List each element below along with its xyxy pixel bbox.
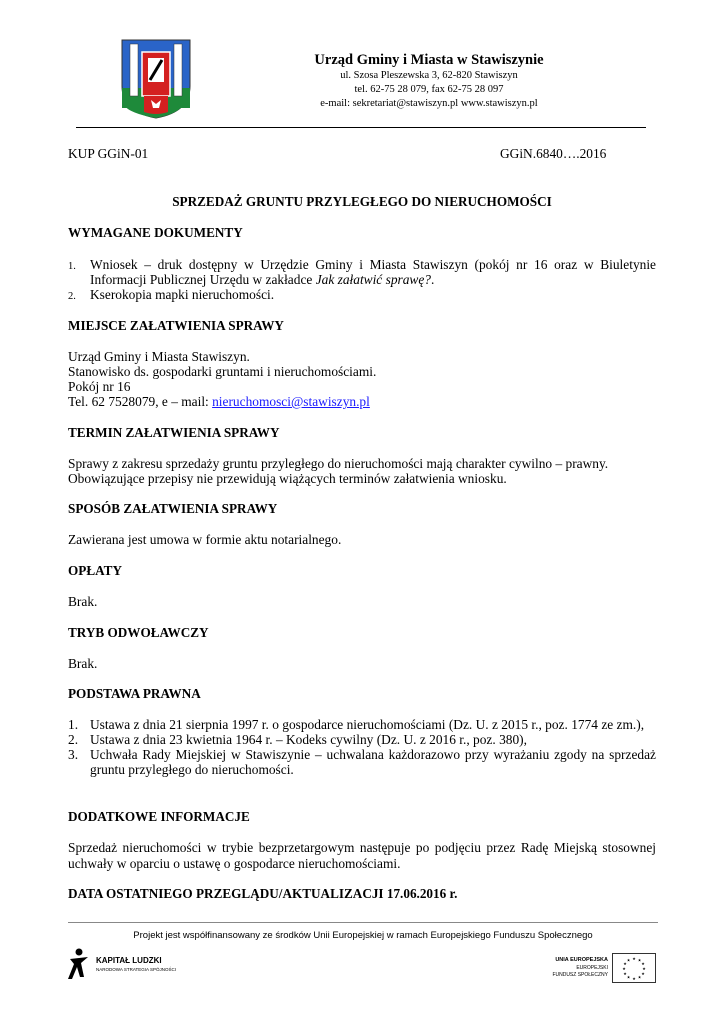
svg-text:★: ★ [626, 957, 631, 963]
kapital-ludzki-subtitle: NARODOWA STRATEGIA SPÓJNOŚCI [96, 967, 177, 972]
review-date: DATA OSTATNIEGO PRZEGLĄDU/AKTUALIZACJI 17.06.2016 r. [68, 886, 458, 901]
place-desk: Stanowisko ds. gospodarki gruntami i nieruchomościami. [68, 364, 377, 379]
card-code: KUP GGiN-01 [68, 146, 149, 161]
list-item: 1. Wniosek – druk dostępny w Urzędzie Gminy i Miasta Stawiszyn (pokój nr 16 oraz w Biuletynie Informacji Publicznej Urzędu w zakładce Jak załatwić sprawę?. [68, 257, 656, 287]
list-item: 2. Kserokopia mapki nieruchomości. [68, 287, 275, 302]
svg-text:★: ★ [642, 966, 646, 971]
eu-subtitle-2: FUNDUSZ SPOŁECZNY [552, 972, 608, 978]
method-text: Zawierana jest umowa w formie aktu notarialnego. [68, 532, 342, 547]
document-codes [68, 146, 656, 162]
svg-text:★: ★ [632, 976, 636, 981]
fees-text: Brak. [68, 594, 98, 609]
place-block [68, 349, 656, 409]
case-number: GGiN.6840….2016 [500, 146, 607, 161]
heading-place: MIEJSCE ZAŁATWIENIA SPRAWY [68, 318, 284, 333]
deadline-text-1: Sprawy z zakresu sprzedaży gruntu przyległego do nieruchomości mają charakter cywilno – prawny. [68, 456, 609, 471]
list-item: 3. Uchwała Rady Miejskiej w Stawiszynie – uchwalana każdorazowo przy wyrażaniu zgody na sprzedaż gruntu przyległego do nieruchomości. [68, 747, 656, 777]
svg-text:★: ★ [641, 971, 645, 976]
footer-divider [68, 922, 658, 923]
municipal-coat-of-arms [120, 38, 192, 120]
deadline-block [68, 456, 656, 486]
svg-text:★: ★ [632, 956, 636, 961]
document-title: SPRZEDAŻ GRUNTU PRZYLEGŁEGO DO NIERUCHOMOŚCI [172, 194, 552, 209]
svg-text:★: ★ [641, 961, 645, 966]
kapital-ludzki-title: KAPITAŁ LUDZKI [96, 956, 162, 965]
office-name: Urząd Gminy i Miasta w Stawiszynie [314, 52, 544, 68]
place-room: Pokój nr 16 [68, 379, 131, 394]
office-header [298, 52, 560, 111]
deadline-text-2: Obowiązujące przepisy nie przewidują wiążących terminów załatwienia wniosku. [68, 471, 507, 486]
kapital-ludzki-logo [66, 947, 186, 985]
svg-text:★: ★ [626, 974, 631, 980]
additional-info-text: Sprzedaż nieruchomości w trybie bezprzetargowym następuje po podjęciu przez Radę Miejską stosownej uchwały w oparciu o ustawę o gospodarce nieruchomościami. [68, 840, 656, 871]
header-divider [76, 127, 646, 128]
heading-legal-basis: PODSTAWA PRAWNA [68, 686, 201, 701]
svg-text:★: ★ [623, 971, 627, 976]
appeal-text: Brak. [68, 656, 98, 671]
legal-basis-list [68, 717, 656, 777]
svg-text:★: ★ [637, 974, 642, 980]
place-contact: Tel. 62 7528079, e – mail: nieruchomosci@stawiszyn.pl [68, 394, 370, 409]
required-documents-list [68, 257, 656, 302]
list-item: 1. Ustawa z dnia 21 sierpnia 1997 r. o gospodarce nieruchomościami (Dz. U. z 2015 r., poz. 1774 ze zm.), [68, 717, 645, 732]
list-item: 2. Ustawa z dnia 23 kwietnia 1964 r. – Kodeks cywilny (Dz. U. z 2016 r., poz. 380), [68, 732, 527, 747]
svg-text:★: ★ [623, 961, 627, 966]
eu-title: UNIA EUROPEJSKA [555, 957, 608, 963]
footer-funding-note: Projekt jest współfinansowany ze środków Unii Europejskiej w ramach Europejskiego Funduszu Społecznego [133, 930, 593, 941]
place-office: Urząd Gminy i Miasta Stawiszyn. [68, 349, 250, 364]
email-link[interactable]: nieruchomosci@stawiszyn.pl [212, 394, 370, 409]
svg-text:★: ★ [622, 966, 626, 971]
heading-additional-info: DODATKOWE INFORMACJE [68, 809, 250, 824]
office-address: ul. Szosa Pleszewska 3, 62-820 Stawiszyn [340, 70, 518, 81]
eu-logo [548, 953, 656, 987]
heading-method: SPOSÓB ZAŁATWIENIA SPRAWY [68, 501, 278, 516]
heading-deadline: TERMIN ZAŁATWIENIA SPRAWY [68, 425, 280, 440]
eu-flag-icon [612, 953, 656, 983]
svg-text:★: ★ [637, 957, 642, 963]
heading-fees: OPŁATY [68, 563, 122, 578]
eu-subtitle-1: EUROPEJSKI [576, 965, 608, 971]
heading-required-documents: WYMAGANE DOKUMENTY [68, 225, 243, 240]
heading-appeal: TRYB ODWOŁAWCZY [68, 625, 209, 640]
office-phones: tel. 62-75 28 079, fax 62-75 28 097 [354, 84, 504, 95]
office-contact: e-mail: sekretariat@stawiszyn.pl www.stawiszyn.pl [320, 98, 538, 109]
kapital-ludzki-emblem-icon [66, 947, 92, 981]
